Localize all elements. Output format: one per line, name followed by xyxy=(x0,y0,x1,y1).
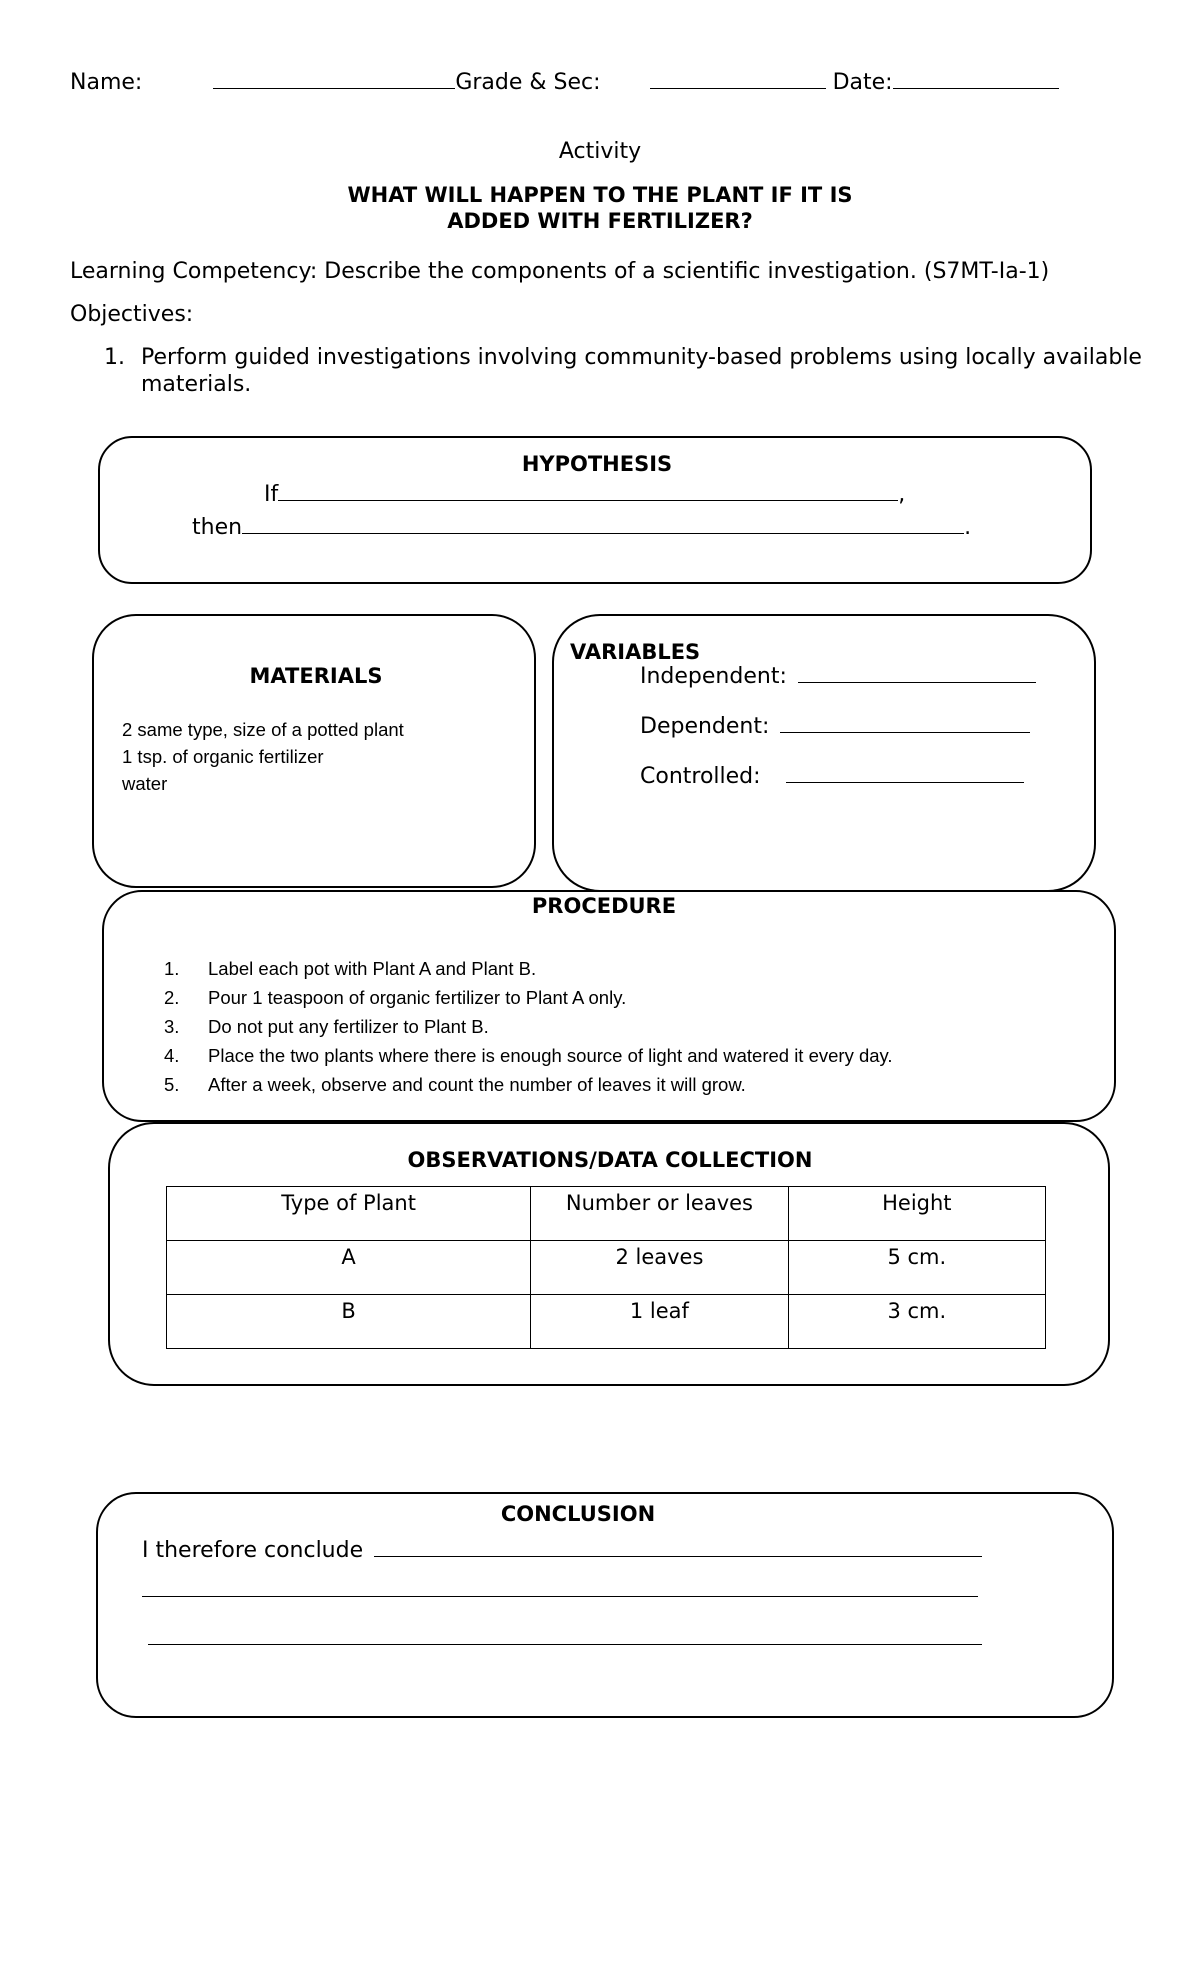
table-cell: B xyxy=(167,1295,531,1349)
table-header-cell: Type of Plant xyxy=(167,1187,531,1241)
name-blank[interactable] xyxy=(213,87,455,89)
variable-controlled-blank[interactable] xyxy=(786,781,1024,783)
variable-dependent-label: Dependent: xyxy=(640,714,770,739)
procedure-step: 3. Do not put any fertilizer to Plant B. xyxy=(164,1016,489,1037)
variables-box xyxy=(552,614,1096,892)
materials-box xyxy=(92,614,536,888)
table-cell: 5 cm. xyxy=(788,1241,1045,1295)
table-header-row xyxy=(167,1187,1046,1241)
procedure-step: 1. Label each pot with Plant A and Plant B. xyxy=(164,958,537,979)
date-label: Date: xyxy=(832,70,893,95)
activity-label: Activity xyxy=(558,139,642,164)
table-header-cell: Height xyxy=(788,1187,1045,1241)
objective-number: 1. xyxy=(104,345,125,370)
observations-heading: OBSERVATIONS/DATA COLLECTION xyxy=(407,1148,813,1172)
page-title-line1: WHAT WILL HAPPEN TO THE PLANT IF IT IS xyxy=(347,183,853,207)
materials-list xyxy=(122,716,404,797)
hypothesis-then-end: . xyxy=(964,515,972,540)
observations-box xyxy=(108,1122,1110,1386)
variable-controlled-row xyxy=(640,764,1024,789)
procedure-heading: PROCEDURE xyxy=(531,894,677,918)
conclusion-blank-1[interactable] xyxy=(374,1555,982,1557)
variable-independent-label: Independent: xyxy=(640,664,787,689)
conclusion-box xyxy=(96,1492,1114,1718)
grade-blank[interactable] xyxy=(650,87,826,89)
materials-item: water xyxy=(122,773,168,794)
date-blank[interactable] xyxy=(893,87,1059,89)
hypothesis-heading: HYPOTHESIS xyxy=(521,452,673,476)
variable-independent-row xyxy=(640,664,1036,689)
procedure-step: 2. Pour 1 teaspoon of organic fertilizer to Plant A only. xyxy=(164,987,627,1008)
hypothesis-box xyxy=(98,436,1092,584)
variable-controlled-label: Controlled: xyxy=(640,764,761,789)
conclusion-blank-3[interactable] xyxy=(148,1644,982,1645)
table-cell: 3 cm. xyxy=(788,1295,1045,1349)
materials-heading: MATERIALS xyxy=(249,664,383,688)
name-label: Name: xyxy=(70,70,143,95)
header-row xyxy=(70,70,1059,95)
table-cell: A xyxy=(167,1241,531,1295)
variables-heading: VARIABLES xyxy=(570,640,701,664)
table-row xyxy=(167,1295,1046,1349)
observations-table xyxy=(166,1186,1046,1349)
conclusion-heading: CONCLUSION xyxy=(500,1502,656,1526)
hypothesis-then-word: then xyxy=(192,515,243,540)
procedure-box xyxy=(102,890,1116,1122)
procedure-step: 4. Place the two plants where there is enough source of light and watered it every day. xyxy=(164,1045,893,1066)
procedure-step: 5. After a week, observe and count the number of leaves it will grow. xyxy=(164,1074,746,1095)
objective-text-line1: Perform guided investigations involving community-based problems using locally available xyxy=(141,345,1142,370)
hypothesis-if-end: , xyxy=(898,482,906,507)
objectives-label: Objectives: xyxy=(70,302,194,327)
table-row xyxy=(167,1241,1046,1295)
variable-independent-blank[interactable] xyxy=(798,681,1036,683)
conclusion-blank-2[interactable] xyxy=(142,1596,978,1597)
conclusion-lead: I therefore conclude xyxy=(142,1538,364,1563)
variable-dependent-blank[interactable] xyxy=(780,731,1030,733)
table-cell: 1 leaf xyxy=(531,1295,788,1349)
page-title-line2: ADDED WITH FERTILIZER? xyxy=(447,209,753,233)
conclusion-lead-row xyxy=(142,1538,982,1563)
table-cell: 2 leaves xyxy=(531,1241,788,1295)
procedure-list xyxy=(160,954,893,1099)
hypothesis-if-word: If xyxy=(264,482,279,507)
hypothesis-then-row xyxy=(192,515,971,540)
hypothesis-then-blank[interactable] xyxy=(242,532,964,534)
grade-label: Grade & Sec: xyxy=(455,70,601,95)
variable-dependent-row xyxy=(640,714,1030,739)
objective-text-line2: materials. xyxy=(141,372,252,397)
table-header-cell: Number or leaves xyxy=(531,1187,788,1241)
materials-item: 2 same type, size of a potted plant xyxy=(122,719,404,740)
learning-competency: Learning Competency: Describe the components of a scientific investigation. (S7MT-Ia-1) xyxy=(70,259,1050,284)
hypothesis-if-blank[interactable] xyxy=(278,499,898,501)
materials-item: 1 tsp. of organic fertilizer xyxy=(122,746,324,767)
hypothesis-if-row xyxy=(264,482,905,507)
